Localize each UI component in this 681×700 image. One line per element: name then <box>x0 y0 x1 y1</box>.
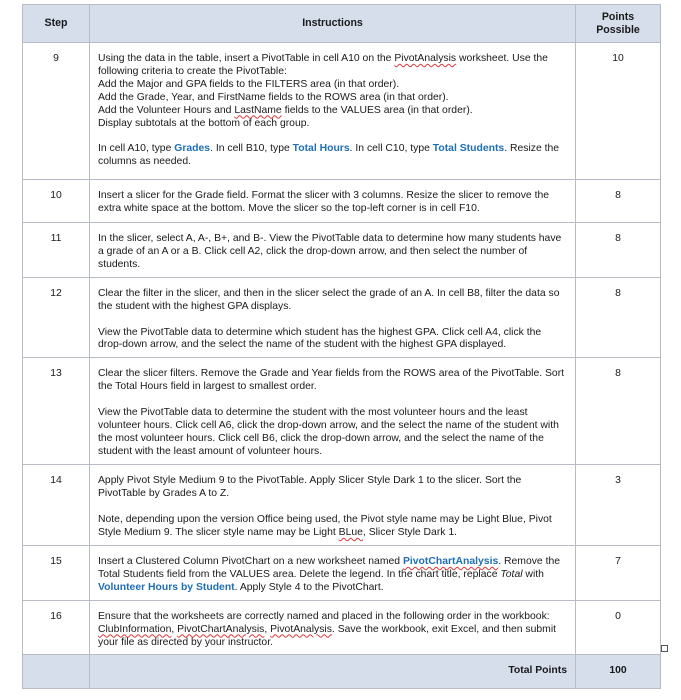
points-value: 3 <box>576 465 661 546</box>
points-value: 7 <box>576 545 661 600</box>
instruction-paragraph <box>98 514 567 540</box>
points-value: 10 <box>576 43 661 180</box>
instruction-paragraph <box>98 288 567 314</box>
text-run: , Slicer Style Dark 1. <box>362 527 458 539</box>
text-run: Add the Grade, Year, and FirstName fields to the ROWS area (in that order). <box>98 91 449 103</box>
instructions-column-header: Instructions <box>90 5 576 43</box>
points-value: 8 <box>576 277 661 358</box>
text-run: Total Hours <box>292 143 350 155</box>
text-run: worksheet. Use the following criteria to create the PivotTable: <box>98 53 548 77</box>
total-row <box>23 655 661 689</box>
instruction-text <box>90 180 576 223</box>
instruction-text <box>90 277 576 358</box>
table-row <box>23 223 661 278</box>
instruction-text <box>90 465 576 546</box>
text-run: PivotAnalysis <box>394 53 457 64</box>
step-column-header: Step <box>23 5 90 43</box>
instruction-text <box>90 545 576 600</box>
text-run: fields to the VALUES area (in that order). <box>281 104 473 116</box>
step-number: 12 <box>23 277 90 358</box>
instruction-text <box>90 223 576 278</box>
text-run: Total Students <box>432 143 505 155</box>
table-row <box>23 600 661 655</box>
text-run: Add the Volunteer Hours and <box>98 104 235 116</box>
text-run: Grades <box>174 143 211 155</box>
step-number: 9 <box>23 43 90 180</box>
text-run: with <box>522 568 544 580</box>
text-run: Apply Pivot Style Medium 9 to the PivotTable. Apply Slicer Style Dark 1 to the slicer. Sort the PivotTable by Grades A to Z. <box>98 475 522 500</box>
text-run: LastName <box>234 104 282 116</box>
points-value: 8 <box>576 223 661 278</box>
instruction-paragraph <box>98 407 567 459</box>
text-run: Total <box>500 568 523 580</box>
header-row <box>23 5 661 43</box>
instruction-paragraph <box>98 611 567 650</box>
text-run: Insert a Clustered Column PivotChart on a new worksheet named <box>98 555 403 567</box>
text-run: PivotChartAnalysis <box>177 623 265 635</box>
text-run: View the PivotTable data to determine which student has the highest GPA. Click cell A4, click the drop-down arrow, and the select the name of the student with the highest GPA displayed. <box>98 326 542 351</box>
instruction-paragraph <box>98 368 567 394</box>
text-run: PivotAnalysis <box>270 623 332 635</box>
text-run: Volunteer Hours by Student <box>98 581 235 593</box>
instruction-paragraph <box>98 327 567 353</box>
resize-handle[interactable] <box>661 645 668 652</box>
table-row <box>23 277 661 358</box>
instruction-paragraph <box>98 475 567 501</box>
text-run: Clear the filter in the slicer, and then in the slicer select the grade of an A. In cell B8, filter the data so the student with the highest GPA displays. <box>98 287 560 312</box>
instruction-text <box>90 43 576 180</box>
text-run: Note, depending upon the version Office being used, the Pivot style name may be Light Blue, Pivot Style Medium 9. The slicer style name may be Light <box>98 514 552 539</box>
instruction-paragraph <box>98 233 567 272</box>
text-run: . Remove the Total Students field from the VALUES area. Delete the legend. In the chart title, replace <box>98 555 561 580</box>
step-number: 14 <box>23 465 90 546</box>
step-number: 11 <box>23 223 90 278</box>
text-run: PivotChartAnalysis <box>402 555 499 567</box>
instruction-paragraph <box>98 143 567 169</box>
text-run: . In cell C10, type <box>349 143 433 155</box>
points-column-header: Points Possible <box>576 5 661 43</box>
points-value: 0 <box>576 600 661 655</box>
text-run: Ensure that the worksheets are correctly named and placed in the following order in the workbook: <box>98 610 550 622</box>
instructions-table <box>22 4 661 689</box>
points-value: 8 <box>576 358 661 465</box>
instruction-paragraph <box>98 53 567 130</box>
total-points-label: Total Points <box>90 655 576 689</box>
instruction-text <box>90 358 576 465</box>
table-row <box>23 545 661 600</box>
text-run: BLue <box>338 527 363 539</box>
step-number: 13 <box>23 358 90 465</box>
text-run: Insert a slicer for the Grade field. Format the slicer with 3 columns. Resize the slicer to remove the extra white space at the bottom. Move the slicer so the top-left corner is in cell F10. <box>98 190 550 214</box>
text-run: . Resize the columns as needed. <box>98 143 560 168</box>
text-run: Clear the slicer filters. Remove the Grade and Year fields from the ROWS area of the PivotTable. Sort the Total Hours field in largest to smallest order. <box>98 368 565 393</box>
table-row <box>23 43 661 180</box>
text-run: . Apply Style 4 to the PivotChart. <box>234 581 384 593</box>
text-run: , <box>171 623 178 635</box>
instruction-text <box>90 600 576 655</box>
text-run: In the slicer, select A, A-, B+, and B-. View the PivotTable data to determine how many students have a grade of an A or a B. Click cell A2, click the drop-down arrow, and then select the number of students. <box>98 233 562 270</box>
text-run: . In cell B10, type <box>210 143 293 155</box>
step-number: 15 <box>23 545 90 600</box>
table-row <box>23 180 661 223</box>
text-run: ClubInformation <box>98 623 172 635</box>
total-points-value: 100 <box>576 655 661 689</box>
text-run: View the PivotTable data to determine the student with the most volunteer hours and the least volunteer hours. Click cell A6, click the drop-down arrow, and the select the name of the student with the most volunteer hours. Click cell B6, click the drop-down arrow, and the select the name of the student with the least amount of volunteer hours. <box>98 407 559 457</box>
text-run: , <box>264 623 271 635</box>
text-run: Add the Major and GPA fields to the FILTERS area (in that order). <box>98 78 400 90</box>
text-run: Using the data in the table, insert a PivotTable in cell A10 on the <box>98 53 395 64</box>
total-spacer <box>23 655 90 689</box>
text-run: . Save the workbook, exit Excel, and then submit your file as directed by your instructor. <box>98 623 557 648</box>
step-number: 16 <box>23 600 90 655</box>
instruction-paragraph <box>98 190 567 216</box>
table-row <box>23 358 661 465</box>
step-number: 10 <box>23 180 90 223</box>
instruction-paragraph <box>98 556 567 595</box>
text-run: Display subtotals at the bottom of each group. <box>98 117 310 129</box>
text-run: In cell A10, type <box>98 143 175 155</box>
table-row <box>23 465 661 546</box>
points-value: 8 <box>576 180 661 223</box>
